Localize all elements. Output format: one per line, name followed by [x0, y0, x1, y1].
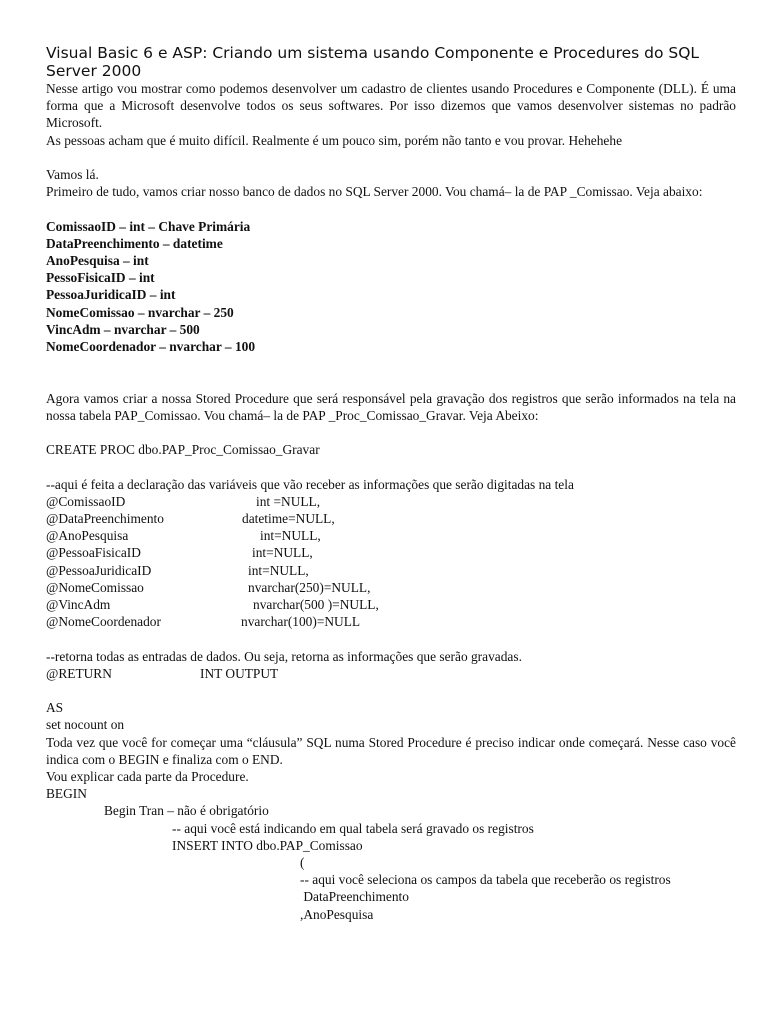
param-type: int =NULL, — [256, 493, 321, 509]
intro-paragraph-2: As pessoas acham que é muito difícil. Realmente é um pouco sim, porém não tanto e vou provar. Hehehehe — [46, 132, 623, 148]
param-type: int=NULL, — [260, 528, 321, 544]
field-item: PessoFisicaID – int — [46, 270, 155, 286]
return-row — [46, 665, 736, 682]
param-row — [46, 493, 736, 510]
param-row — [46, 510, 736, 527]
begin-keyword: BEGIN — [46, 786, 87, 802]
field-item: NomeCoordenador – nvarchar – 100 — [46, 339, 256, 355]
column-line: DataPreenchimento — [300, 889, 409, 905]
spacer — [46, 682, 736, 699]
spacer — [46, 200, 736, 217]
param-name: @VincAdm — [46, 597, 111, 612]
param-type: int=NULL, — [248, 562, 309, 578]
param-name: @PessoaFisicaID — [46, 545, 141, 561]
intro-paragraph: Nesse artigo vou mostrar como podemos desenvolver um cadastro de clientes usando Procedures e Componente (DLL). É uma forma que a Microsoft desenvolve todos os seus softwares. Por isso dizemos que vamos desenvolver sistemas no padrão Microsoft. — [46, 81, 736, 131]
as-keyword: AS — [46, 700, 64, 716]
article-title: Visual Basic 6 e ASP: Criando um sistema usando Componente e Procedures do SQL Server 2000 — [46, 44, 700, 80]
param-list — [46, 493, 736, 631]
field-list — [46, 218, 736, 356]
return-name: @RETURN — [46, 665, 112, 681]
param-name: @DataPreenchimento — [46, 510, 164, 526]
spacer — [46, 355, 736, 372]
param-name: @PessoaJuridicaID — [46, 562, 152, 578]
field-item: PessoaJuridicaID – int — [46, 287, 176, 303]
param-type: nvarchar(500 )=NULL, — [253, 597, 379, 612]
return-type: INT OUTPUT — [200, 665, 279, 681]
param-row — [46, 544, 736, 561]
param-row — [46, 562, 736, 579]
begin-tran-line: Begin Tran – não é obrigatório — [104, 803, 269, 819]
fields-comment: -- aqui você seleciona os campos da tabela que receberão os registros — [300, 872, 671, 888]
spacer — [46, 458, 736, 475]
vamos-la-text: Vamos lá. — [46, 167, 99, 182]
param-type: int=NULL, — [252, 545, 313, 561]
column-line: ,AnoPesquisa — [300, 906, 374, 922]
field-item: NomeComissao – nvarchar – 250 — [46, 304, 234, 320]
param-name: @ComissaoID — [46, 493, 126, 509]
nocount-line: set nocount on — [46, 717, 125, 733]
return-comment: --retorna todas as entradas de dados. Ou seja, retorna as informações que serão gravadas. — [46, 648, 522, 664]
param-type: nvarchar(250)=NULL, — [248, 579, 371, 595]
primeiro-paragraph: Primeiro de tudo, vamos criar nosso banco de dados no SQL Server 2000. Vou chamá– la de PAP _Comissao. Veja abaixo: — [46, 184, 703, 200]
open-paren: ( — [300, 855, 305, 871]
create-proc-line: CREATE PROC dbo.PAP_Proc_Comissao_Gravar — [46, 442, 320, 458]
param-row — [46, 596, 736, 613]
spacer — [46, 630, 736, 647]
param-row — [46, 527, 736, 544]
param-name: @NomeCoordenador — [46, 614, 161, 630]
document-page — [46, 44, 736, 923]
field-item: DataPreenchimento – datetime — [46, 235, 223, 251]
insert-line: INSERT INTO dbo.PAP_Comissao — [172, 837, 363, 853]
param-name: @AnoPesquisa — [46, 528, 129, 544]
agora-paragraph: Agora vamos criar a nossa Stored Procedure que será responsável pela gravação dos registros que serão informados na tela na nossa tabela PAP_Comissao. Vou chamá– la de PAP _Proc_Comissao_Gravar. Veja Abeixo: — [46, 390, 736, 423]
spacer — [46, 372, 736, 389]
param-name: @NomeComissao — [46, 579, 144, 595]
param-row — [46, 579, 736, 596]
spacer — [46, 424, 736, 441]
field-item: VincAdm – nvarchar – 500 — [46, 321, 200, 337]
param-type: datetime=NULL, — [242, 510, 335, 526]
table-comment: -- aqui você está indicando em qual tabela será gravado os registros — [172, 820, 534, 836]
field-item: AnoPesquisa – int — [46, 253, 149, 268]
declaration-comment: --aqui é feita a declaração das variáveis que vão receber as informações que serão digitadas na tela — [46, 476, 574, 492]
explain-line: Vou explicar cada parte da Procedure. — [46, 769, 249, 784]
param-row — [46, 613, 736, 630]
field-item: ComissaoID – int – Chave Primária — [46, 218, 251, 234]
toda-vez-paragraph: Toda vez que você for começar uma “cláusula” SQL numa Stored Procedure é preciso indicar onde começará. Nesse caso você indica com o BEGIN e finaliza com o END. — [46, 734, 736, 767]
spacer — [46, 149, 736, 166]
param-type: nvarchar(100)=NULL — [241, 614, 361, 630]
